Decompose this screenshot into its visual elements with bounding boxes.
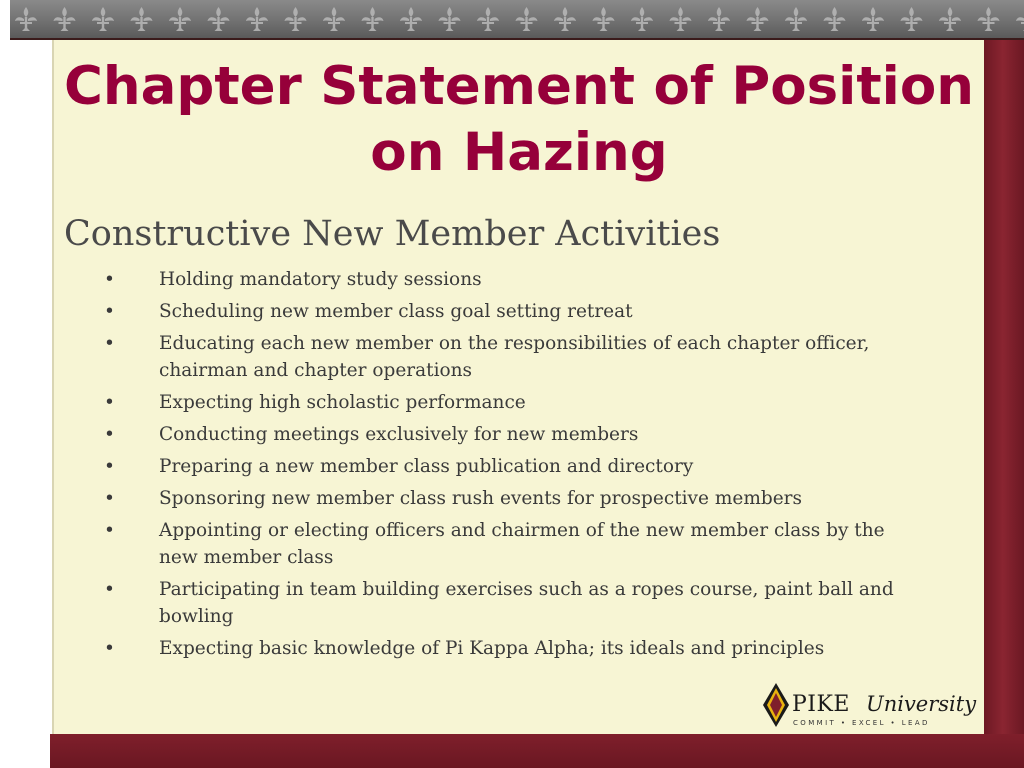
fleur-ornament-icon [169, 7, 191, 31]
fleur-ornament-icon [978, 7, 1000, 31]
bullet-dot-icon: • [104, 424, 115, 445]
bullet-dot-icon: • [104, 520, 115, 541]
bullet-text-line: Holding mandatory study sessions [159, 269, 482, 290]
fleur-ornament-icon [246, 7, 268, 31]
bullet-item [104, 635, 934, 662]
pike-diamond-icon [762, 682, 790, 728]
fleur-ornament-icon [516, 7, 538, 31]
bullet-list [104, 266, 934, 667]
bullet-text-line: Appointing or electing officers and chairmen of the new member class by the [159, 520, 885, 541]
slide-subtitle: Constructive New Member Activities [64, 214, 721, 254]
fleur-ornament-pattern [10, 0, 1024, 38]
bullet-text-line: new member class [159, 547, 334, 568]
fleur-ornament-icon [631, 7, 653, 31]
bullet-text-line: Expecting high scholastic performance [159, 392, 526, 413]
fleur-ornament-icon [131, 7, 153, 31]
fleur-ornament-icon [477, 7, 499, 31]
bullet-item [104, 330, 934, 384]
bullet-item [104, 576, 934, 630]
fleur-ornament-icon [708, 7, 730, 31]
fleur-ornament-icon [747, 7, 769, 31]
bullet-item [104, 421, 934, 448]
fleur-ornament-icon [554, 7, 576, 31]
bullet-text-line: Expecting basic knowledge of Pi Kappa Alpha; its ideals and principles [159, 638, 825, 659]
bullet-text-line: Conducting meetings exclusively for new members [159, 424, 639, 445]
fleur-ornament-icon [939, 7, 961, 31]
bullet-text-line: Preparing a new member class publication and directory [159, 456, 694, 477]
bottom-maroon-bar [50, 734, 1024, 768]
pike-university-logo [762, 682, 977, 732]
logo-pike-text: PIKE [792, 692, 850, 717]
bullet-dot-icon: • [104, 392, 115, 413]
bullet-item [104, 266, 934, 293]
bullet-dot-icon: • [104, 333, 115, 354]
fleur-ornament-icon [670, 7, 692, 31]
logo-university-text: University [866, 692, 977, 716]
fleur-ornament-icon [862, 7, 884, 31]
bullet-item [104, 389, 934, 416]
bullet-dot-icon: • [104, 638, 115, 659]
fleur-ornament-icon [15, 7, 37, 31]
fleur-ornament-icon [1016, 7, 1024, 31]
slide-title: Chapter Statement of Position on Hazing [64, 56, 974, 183]
fleur-ornament-icon [208, 7, 230, 31]
bullet-text-line: Educating each new member on the responsibilities of each chapter officer, [159, 333, 870, 354]
fleur-ornament-icon [92, 7, 114, 31]
bullet-text-line: bowling [159, 606, 234, 627]
fleur-ornament-icon [285, 7, 307, 31]
bullet-text-line: chairman and chapter operations [159, 360, 473, 381]
fleur-ornament-icon [785, 7, 807, 31]
fleur-ornament-icon [824, 7, 846, 31]
fleur-ornament-icon [901, 7, 923, 31]
fleur-ornament-icon [400, 7, 422, 31]
bullet-dot-icon: • [104, 579, 115, 600]
bullet-item [104, 298, 934, 325]
slide-content-panel [52, 40, 984, 734]
logo-tagline: COMMIT • EXCEL • LEAD [793, 719, 930, 727]
bullet-text-line: Participating in team building exercises such as a ropes course, paint ball and [159, 579, 894, 600]
bullet-item [104, 453, 934, 480]
fleur-ornament-icon [439, 7, 461, 31]
right-maroon-bar [982, 40, 1024, 768]
bullet-text-line: Sponsoring new member class rush events for prospective members [159, 488, 802, 509]
bullet-dot-icon: • [104, 488, 115, 509]
ornamental-top-band [10, 0, 1024, 40]
fleur-ornament-icon [362, 7, 384, 31]
bullet-dot-icon: • [104, 269, 115, 290]
bullet-item [104, 517, 934, 571]
bullet-dot-icon: • [104, 301, 115, 322]
fleur-ornament-icon [323, 7, 345, 31]
fleur-ornament-icon [593, 7, 615, 31]
bullet-text-line: Scheduling new member class goal setting retreat [159, 301, 633, 322]
bullet-item [104, 485, 934, 512]
bullet-dot-icon: • [104, 456, 115, 477]
fleur-ornament-icon [54, 7, 76, 31]
